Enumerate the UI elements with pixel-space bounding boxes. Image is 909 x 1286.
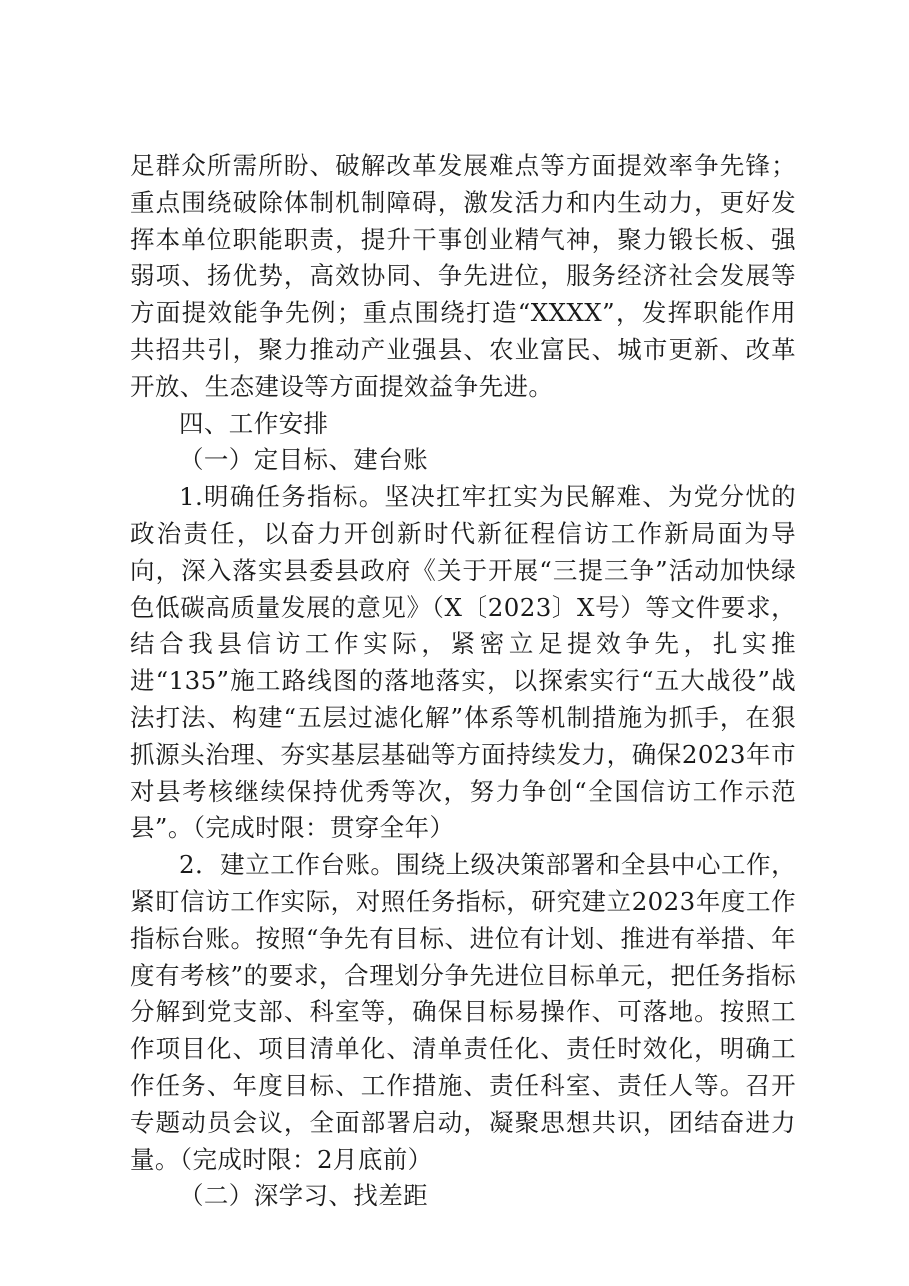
section-heading-4: 四、工作安排	[179, 408, 329, 438]
subsection-heading-1: （一）定目标、建台账	[179, 445, 428, 475]
body-paragraph-continued: 足群众所需所盼、破解改革发展难点等方面提效率争先锋；重点围绕破除体制机制障碍，激发活力和内生动力，更好发挥本单位职能职责，提升干事创业精气神，聚力锻长板、强弱项、扬优势，高效协同、争先进位，服务经济社会发展等方面提效能争先例；重点围绕打造“XXXX”，发挥职能作用共招共引，聚力推动产业强县、农业富民、城市更新、改革开放、生态建设等方面提效益争先进。	[130, 151, 796, 401]
item-paragraph-2: 2．建立工作台账。围绕上级决策部署和全县中心工作，紧盯信访工作实际，对照任务指标，研究建立2023年度工作指标台账。按照“争先有目标、进位有计划、推进有举措、年度有考核”的要求，合理划分争先进位目标单元，把任务指标分解到党支部、科室等，确保目标易操作、可落地。按照工作项目化、项目清单化、清单责任化、责任时效化，明确工作任务、年度目标、工作措施、责任科室、责任人等。召开专题动员会议，全面部署启动，凝聚思想共识，团结奋进力量。（完成时限：2月底前）	[130, 850, 796, 1174]
item-paragraph-1: 1.明确任务指标。坚决扛牢扛实为民解难、为党分忧的政治责任，以奋力开创新时代新征程信访工作新局面为导向，深入落实县委县政府《关于开展“三提三争”活动加快绿色低碳高质量发展的意见》（X〔2023〕X号）等文件要求，结合我县信访工作实际，紧密立足提效争先，扎实推进“135”施工路线图的落地落实，以探索实行“五大战役”战法打法、构建“五层过滤化解”体系等机制措施为抓手，在狠抓源头治理、夯实基层基础等方面持续发力，确保2023年市对县考核继续保持优秀等次，努力争创“全国信访工作示范县”。（完成时限：贯穿全年）	[130, 482, 796, 843]
subsection-heading-2: （二）深学习、找差距	[179, 1181, 428, 1211]
document-body	[130, 148, 796, 1215]
